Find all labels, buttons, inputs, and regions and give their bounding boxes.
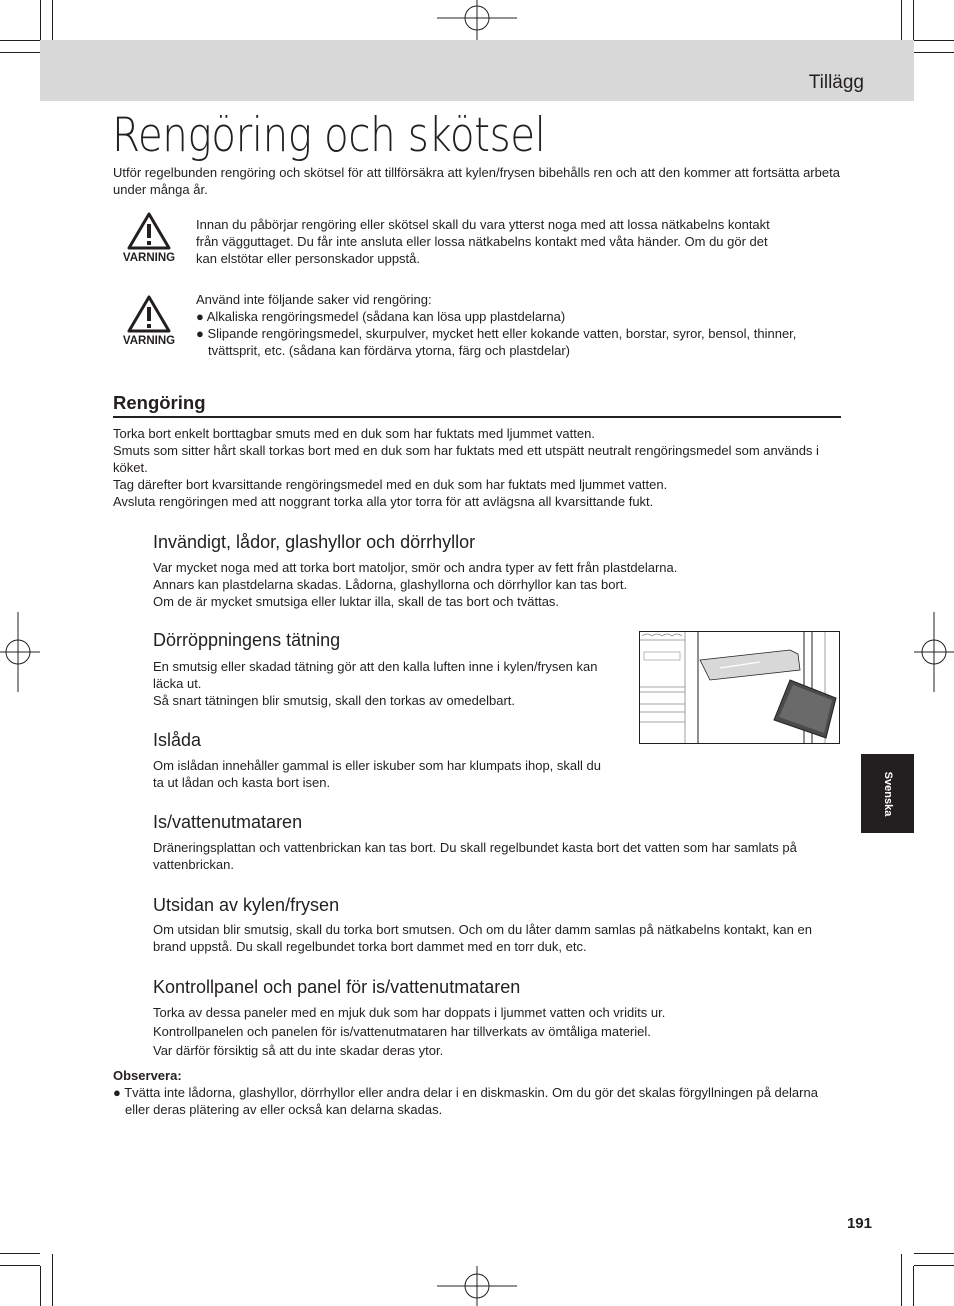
- crop-mark: [40, 1266, 41, 1306]
- subsection-heading: Utsidan av kylen/frysen: [153, 895, 340, 915]
- warning-triangle-icon: [127, 212, 171, 250]
- page-number: 191: [846, 1215, 872, 1232]
- subsection-heading: Kontrollpanel och panel för is/vattenutmataren: [153, 977, 521, 997]
- subsection-text: [153, 559, 841, 610]
- warning-line: kan elstötar eller personskador uppstå.: [196, 251, 421, 266]
- crop-mark: [0, 52, 40, 53]
- door-seal-illustration: [639, 631, 840, 744]
- subsection-text: [153, 839, 843, 873]
- body-line: Tag därefter bort kvarsittande rengöringsmedel med en duk som har fuktats med ljummet vatten.: [113, 477, 668, 492]
- warning-label: VARNING: [122, 252, 176, 264]
- crop-mark: [914, 52, 954, 53]
- page-title: Rengöring och skötsel: [112, 108, 546, 163]
- warning-text: [196, 291, 836, 359]
- warning-line: Innan du påbörjar rengöring eller skötsel skall du vara ytterst noga med att lossa nätkabelns kontakt: [196, 217, 770, 232]
- heading-rule: [113, 416, 841, 418]
- refrigerator-illustration-icon: [640, 632, 839, 743]
- crop-mark: [914, 1253, 954, 1254]
- body-line: Så snart tätningen blir smutsig, skall den torkas av omedelbart.: [153, 693, 516, 708]
- body-line: En smutsig eller skadad tätning gör att den kalla luften inne i kylen/frysen kan läcka ut.: [153, 659, 598, 691]
- crop-mark: [0, 40, 40, 41]
- crop-mark: [0, 1253, 40, 1254]
- crop-mark: [913, 0, 914, 40]
- language-tab: [861, 754, 914, 833]
- subsection-heading: Invändigt, lådor, glashyllor och dörrhyllor: [153, 532, 476, 552]
- body-line: Avsluta rengöringen med att noggrant torka alla ytor torra för att avlägsna all kvarsittande fukt.: [113, 494, 654, 509]
- registration-mark-icon: [0, 612, 40, 692]
- body-line: Torka bort enkelt borttagbar smuts med en duk som har fuktats med ljummet vatten.: [113, 426, 595, 441]
- body-line: Om islådan innehåller gammal is eller iskuber som har klumpats ihop, skall du ta ut lådan och kasta bort isen.: [153, 758, 601, 790]
- crop-mark: [914, 1265, 954, 1266]
- subsection-heading: Dörröppningens tätning: [153, 630, 341, 650]
- registration-mark-icon: [914, 612, 954, 692]
- subsection-text: [153, 1003, 843, 1060]
- body-line: Var därför försiktig så att du inte skadar deras ytor.: [153, 1043, 444, 1058]
- warning-bullet: ● Alkaliska rengöringsmedel (sådana kan lösa upp plastdelarna): [196, 309, 566, 324]
- body-line: Var mycket noga med att torka bort matoljor, smör och andra typer av fett från plastdelarna.: [153, 560, 678, 575]
- note-bullet: ● Tvätta inte lådorna, glashyllor, dörrhyllor eller andra delar i en diskmaskin. Om du gör det skalas förgyllningen på delarna eller deras plätering av eller också kan delarna skadas.: [113, 1085, 818, 1117]
- body-line: Dräneringsplattan och vattenbrickan kan tas bort. Du skall regelbundet kasta bort det vatten som har samlats på vattenbrickan.: [153, 840, 797, 872]
- registration-mark-icon: [437, 1266, 517, 1306]
- crop-mark: [901, 1254, 902, 1306]
- body-line: Smuts som sitter hårt skall torkas bort med en duk som har fuktats med ett utspätt neutralt rengöringsmedel som används i köket.: [113, 443, 819, 475]
- body-line: Om de är mycket smutsiga eller luktar illa, skall de tas bort och tvättas.: [153, 594, 560, 609]
- warning-label: VARNING: [122, 335, 176, 347]
- subsection-text: [153, 757, 608, 791]
- note-block: [113, 1067, 841, 1118]
- warning-block: [113, 212, 185, 264]
- body-line: Annars kan plastdelarna skadas. Lådorna, glashyllorna och dörrhyllor kan tas bort.: [153, 577, 628, 592]
- subsection-heading: Is/vattenutmataren: [153, 812, 303, 832]
- intro-text: Utför regelbunden rengöring och skötsel för att tillförsäkra att kylen/frysen bibehålls ren och att den kommer att fortsätta arbeta under många år.: [113, 165, 840, 197]
- language-tab-label: Svenska: [881, 771, 894, 816]
- subsection-text: [153, 658, 623, 709]
- registration-mark-icon: [437, 0, 517, 40]
- warning-bullet: ● Slipande rengöringsmedel, skurpulver, mycket hett eller kokande vatten, borstar, syror, bensol, thinner, tvättsprit, etc. (sådana kan fördärva ytorna, färg och plastdelar): [196, 326, 797, 358]
- crop-mark: [52, 1254, 53, 1306]
- subsection-text: [153, 921, 843, 955]
- subsection-heading: Islåda: [153, 730, 202, 750]
- crop-mark: [0, 1265, 40, 1266]
- crop-mark: [914, 40, 954, 41]
- crop-mark: [40, 0, 41, 40]
- warning-text: [196, 216, 836, 267]
- section-heading: Rengöring: [113, 392, 206, 413]
- warning-line: från vägguttaget. Du får inte ansluta eller lossa nätkabelns kontakt med våta händer. Om du gör det: [196, 234, 768, 249]
- section-name: Tillägg: [808, 72, 864, 93]
- warning-block: [113, 295, 185, 347]
- body-line: Om utsidan blir smutsig, skall du torka bort smutsen. Och om du låter damm samlas på nätkabelns kontakt, kan en brand uppstå. Du skall regelbundet torka bort dammet med en torr duk, etc.: [153, 922, 812, 954]
- cleaning-text: [113, 425, 841, 510]
- crop-mark: [913, 1266, 914, 1306]
- warning-triangle-icon: [127, 295, 171, 333]
- note-label: Observera:: [113, 1068, 182, 1083]
- warning-intro: Använd inte följande saker vid rengöring:: [196, 292, 432, 307]
- header-band: [40, 40, 914, 101]
- body-line: Torka av dessa paneler med en mjuk duk som har doppats i ljummet vatten och vridits ur.: [153, 1005, 666, 1020]
- body-line: Kontrollpanelen och panelen för is/vattenutmataren har tillverkats av ömtåliga materiel.: [153, 1024, 651, 1039]
